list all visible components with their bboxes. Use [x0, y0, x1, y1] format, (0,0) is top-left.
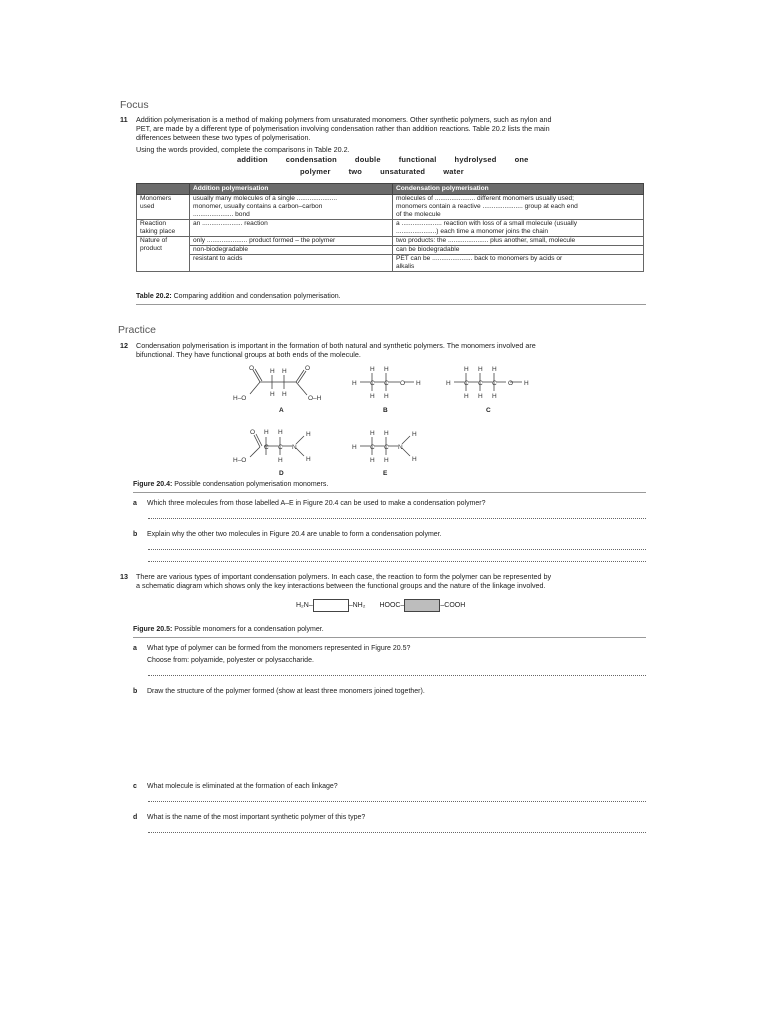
q12-number: 12: [120, 341, 128, 350]
svg-text:H: H: [478, 366, 483, 373]
molecule-label-c: C: [486, 407, 491, 414]
svg-text:H: H: [412, 456, 417, 463]
table-row: [137, 220, 644, 237]
svg-text:H: H: [478, 393, 483, 400]
svg-text:C: C: [464, 380, 469, 387]
word-bank-item: condensation: [285, 155, 337, 164]
question-13a: a What type of polymer can be formed from the monomers represented in Figure 20.5?: [133, 645, 411, 652]
svg-text:H: H: [352, 380, 357, 387]
svg-text:C: C: [370, 444, 375, 451]
answer-line[interactable]: [148, 549, 646, 550]
table-cell: PET can be ...................... back to monomers by acids or alkalis: [393, 255, 644, 272]
answer-line[interactable]: [148, 561, 646, 562]
table-row: [137, 195, 644, 220]
molecule-label-d: D: [279, 470, 284, 477]
divider: [136, 304, 646, 305]
svg-text:H: H: [352, 444, 357, 451]
svg-text:H: H: [278, 429, 283, 436]
word-bank-row-2: [300, 167, 482, 176]
table-caption: Table 20.2: Comparing addition and condensation polymerisation.: [136, 293, 341, 300]
svg-text:H: H: [446, 380, 451, 387]
svg-text:H: H: [412, 431, 417, 438]
drawing-area[interactable]: [148, 700, 646, 776]
word-bank-item: one: [514, 155, 529, 164]
question-13c: c What molecule is eliminated at the formation of each linkage?: [133, 783, 338, 790]
svg-text:H: H: [282, 368, 287, 375]
row-header: Nature of product: [137, 237, 190, 272]
svg-text:C: C: [264, 444, 269, 451]
q11-instruction: Using the words provided, complete the comparisons in Table 20.2.: [136, 145, 350, 154]
table-cell: non-biodegradable: [190, 246, 393, 255]
svg-text:H: H: [370, 393, 375, 400]
figure-20-5-schematic: [296, 598, 465, 612]
svg-text:O: O: [249, 365, 255, 372]
word-bank-item: water: [443, 167, 464, 176]
word-bank-item: addition: [237, 155, 268, 164]
acid-end-left: HOOC–: [379, 601, 405, 609]
answer-line[interactable]: [148, 801, 646, 802]
svg-text:H: H: [416, 380, 421, 387]
table-header-cell: Addition polymerisation: [190, 184, 393, 195]
answer-line[interactable]: [148, 518, 646, 519]
q13-text: There are various types of important condensation polymers. In each case, the reaction to form the polymer can be represented by a schematic diagram which shows only the key interactions between the functional groups and the nature of the linkage involved.: [136, 572, 552, 590]
svg-text:O: O: [250, 429, 256, 436]
table-cell: a ...................... reaction with loss of a small molecule (usually ......................) each time a monomer joins the chain: [393, 220, 644, 237]
svg-text:O: O: [305, 365, 311, 372]
row-header: Monomers used: [137, 195, 190, 220]
svg-text:H: H: [384, 393, 389, 400]
divider: [133, 637, 646, 638]
svg-text:C: C: [492, 380, 497, 387]
acid-end-right: –COOH: [440, 601, 466, 609]
table-cell: resistant to acids: [190, 255, 393, 272]
svg-text:H: H: [270, 368, 275, 375]
q11-number: 11: [120, 115, 128, 124]
amine-end-left: H₂N–: [296, 601, 313, 609]
svg-text:H: H: [492, 393, 497, 400]
molecule-a: [250, 369, 307, 395]
figure-20-4-caption: Figure 20.4: Possible condensation polymerisation monomers.: [133, 481, 329, 488]
molecule-label-a: A: [279, 407, 284, 414]
divider: [133, 492, 646, 493]
svg-text:H: H: [370, 430, 375, 437]
table-cell: can be biodegradable: [393, 246, 644, 255]
focus-heading: Focus: [120, 99, 149, 111]
table-row: [137, 255, 644, 272]
figure-20-4-molecules: [220, 362, 550, 480]
svg-text:H: H: [270, 391, 275, 398]
word-bank-item: unsaturated: [380, 167, 426, 176]
svg-text:O–H: O–H: [308, 395, 322, 402]
answer-line[interactable]: [148, 675, 646, 676]
svg-text:C: C: [478, 380, 483, 387]
svg-text:N: N: [398, 444, 403, 451]
svg-text:C: C: [278, 444, 283, 451]
table-cell: molecules of ...................... different monomers usually used; monomers contain a reactive ...................... group at each end of the molecule: [393, 195, 644, 220]
svg-text:O: O: [508, 380, 514, 387]
svg-text:H: H: [282, 391, 287, 398]
table-cell: usually many molecules of a single ...................... monomer, usually contains a carbon–carbon ...................... bond: [190, 195, 393, 220]
table-header-row: [137, 184, 644, 195]
molecule-label-b: B: [383, 407, 388, 414]
q12-text: Condensation polymerisation is important in the formation of both natural and synthetic polymers. The monomers involved are bifunctional. They have functional groups at both ends of the molecule.: [136, 341, 536, 359]
figure-20-5-caption: Figure 20.5: Possible monomers for a condensation polymer.: [133, 626, 324, 633]
svg-text:C: C: [384, 380, 389, 387]
question-13b: b Draw the structure of the polymer formed (show at least three monomers joined together).: [133, 688, 425, 695]
word-bank-item: two: [348, 167, 363, 176]
answer-line[interactable]: [148, 832, 646, 833]
question-13a-choices: Choose from: polyamide, polyester or polysaccharide.: [147, 657, 314, 664]
svg-text:H–O: H–O: [233, 457, 247, 464]
word-bank-item: double: [354, 155, 381, 164]
svg-text:H: H: [370, 366, 375, 373]
amine-end-right: –NH₂: [348, 601, 366, 609]
svg-text:N: N: [292, 444, 297, 451]
svg-text:H: H: [464, 393, 469, 400]
word-bank-item: polymer: [300, 167, 331, 176]
svg-text:H: H: [264, 429, 269, 436]
practice-heading: Practice: [118, 324, 156, 336]
molecule-label-e: E: [383, 470, 388, 477]
question-13d: d What is the name of the most important synthetic polymer of this type?: [133, 814, 366, 821]
table-header-cell: Condensation polymerisation: [393, 184, 644, 195]
svg-text:H: H: [370, 457, 375, 464]
comparison-table: [136, 183, 644, 272]
svg-text:H: H: [306, 431, 311, 438]
svg-text:C: C: [384, 444, 389, 451]
svg-text:H: H: [278, 457, 283, 464]
table-header-cell: [137, 184, 190, 195]
row-header: Reaction taking place: [137, 220, 190, 237]
svg-text:H–O: H–O: [233, 395, 247, 402]
svg-text:H: H: [492, 366, 497, 373]
word-bank-item: functional: [398, 155, 437, 164]
table-cell: only ...................... product formed – the polymer: [190, 237, 393, 246]
svg-text:O: O: [400, 380, 406, 387]
word-bank-item: hydrolysed: [454, 155, 497, 164]
svg-text:C: C: [370, 380, 375, 387]
diacid-block: [404, 599, 440, 612]
svg-text:H: H: [384, 457, 389, 464]
table-cell: an ...................... reaction: [190, 220, 393, 237]
svg-text:H: H: [384, 366, 389, 373]
q13-number: 13: [120, 572, 128, 581]
diamine-block: [313, 599, 349, 612]
svg-text:H: H: [464, 366, 469, 373]
svg-text:H: H: [384, 430, 389, 437]
word-bank-row-1: [237, 155, 547, 164]
question-12a: a Which three molecules from those labelled A–E in Figure 20.4 can be used to make a condensation polymer?: [133, 500, 486, 507]
table-row: [137, 246, 644, 255]
question-12b: b Explain why the other two molecules in Figure 20.4 are unable to form a condensation polymer.: [133, 531, 442, 538]
svg-text:H: H: [306, 456, 311, 463]
table-row: [137, 237, 644, 246]
q11-text: Addition polymerisation is a method of making polymers from unsaturated monomers. Other synthetic polymers, such as nylon and PET, are made by a different type of polymerisation involving condensation rather than addition reactions. Table 20.2 lists the main differences between these two types of polymerisation.: [136, 115, 552, 142]
table-cell: two products: the ...................... plus another, small, molecule: [393, 237, 644, 246]
svg-text:H: H: [524, 380, 529, 387]
